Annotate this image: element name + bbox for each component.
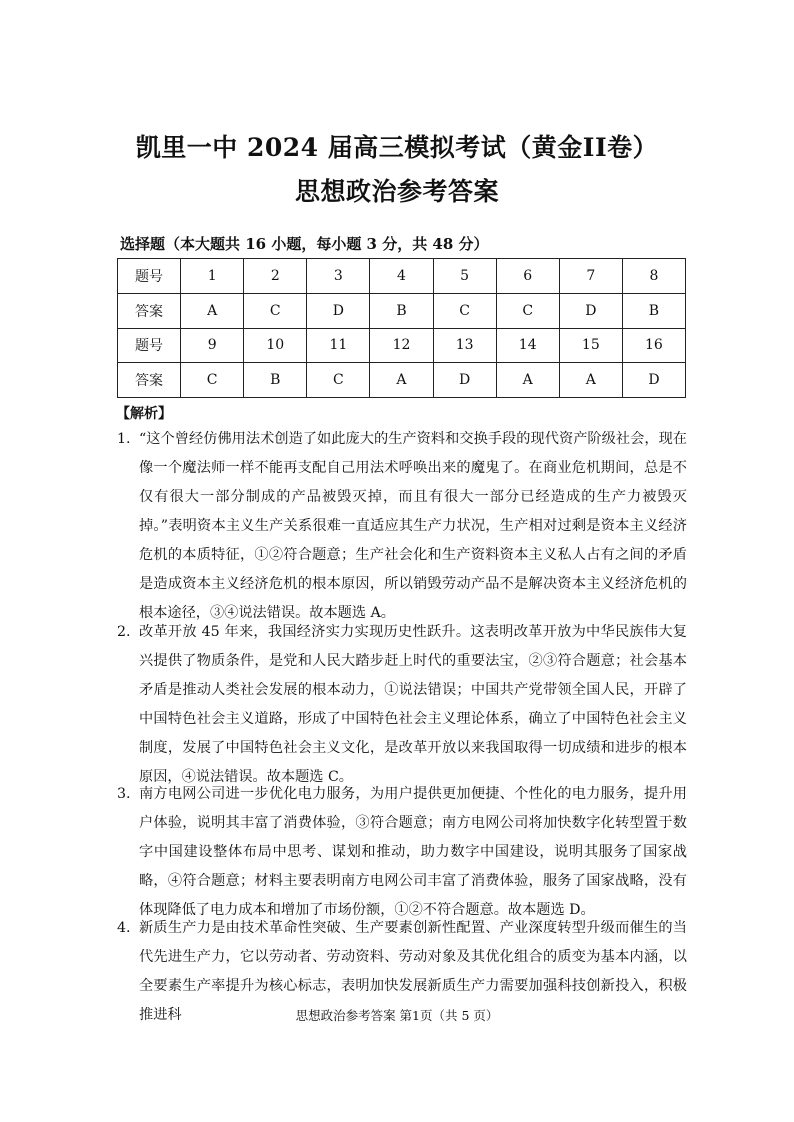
analysis-item [117, 618, 687, 792]
row-label: 答案 [118, 293, 181, 328]
table-cell: D [433, 363, 496, 398]
table-cell: 7 [559, 259, 622, 294]
item-text: 新质生产力是由技术革命性突破、生产要素创新性配置、产业深度转型升级而催生的当代先进生产力，它以劳动者、劳动资料、劳动对象及其优化组合的质变为基本内涵，以全要素生产率提升为核心标志，表明加快发展新质生产力需要加强科技创新投入，积极推进科 [139, 920, 687, 1023]
item-text: 改革开放 45 年来，我国经济实力实现历史性跃升。这表明改革开放为中华民族伟大复兴提供了物质条件，是党和人民大踏步赶上时代的重要法宝，②③符合题意；社会基本矛盾是推动人类社会发展的根本动力，①说法错误；中国共产党带领全国人民，开辟了中国特色社会主义道路，形成了中国特色社会主义理论体系，确立了中国特色社会主义制度，发展了中国特色社会主义文化，是改革开放以来我国取得一切成绩和进步的根本原因，④说法错误。故本题选 C。 [139, 624, 687, 785]
analysis-item [117, 425, 687, 628]
table-cell: 9 [181, 328, 244, 363]
table-cell: 5 [433, 259, 496, 294]
item-text: 南方电网公司进一步优化电力服务，为用户提供更加便捷、个性化的电力服务，提升用户体验，说明其丰富了消费体验，③符合题意；南方电网公司将加快数字化转型置于数字中国建设整体布局中思考、谋划和推动，助力数字中国建设，说明其服务了国家战略，④符合题意；材料主要表明南方电网公司丰富了消费体验，服务了国家战略，没有体现降低了电力成本和增加了市场份额，①②不符合题意。故本题选 D。 [139, 786, 687, 918]
table-cell: B [622, 293, 685, 328]
table-cell: B [370, 293, 433, 328]
table-cell: A [181, 293, 244, 328]
table-cell: 10 [244, 328, 307, 363]
choice-section-heading: 选择题（本大题共 16 小题，每小题 3 分，共 48 分） [120, 235, 489, 253]
table-row [118, 363, 686, 398]
table-cell: D [307, 293, 370, 328]
table-cell: C [496, 293, 559, 328]
row-label: 题号 [118, 328, 181, 363]
table-cell: C [307, 363, 370, 398]
analysis-item [117, 780, 687, 925]
table-row [118, 293, 686, 328]
table-cell: C [244, 293, 307, 328]
table-cell: C [433, 293, 496, 328]
table-cell: D [559, 293, 622, 328]
item-text: “这个曾经仿佛用法术创造了如此庞大的生产资料和交换手段的现代资产阶级社会，现在像一个魔法师一样不能再支配自己用法术呼唤出来的魔鬼了。在商业危机期间，总是不仅有很大一部分制成的产品被毁灭掉，而且有很大一部分已经造成的生产力被毁灭掉。”表明资本主义生产关系很难一直适应其生产力状况，生产相对过剩是资本主义经济危机的本质特征，①②符合题意；生产社会化和生产资料资本主义私人占有之间的矛盾是造成资本主义经济危机的根本原因，所以销毁劳动产品不是解决资本主义经济危机的根本途径，③④说法错误。故本题选 A。 [139, 431, 687, 621]
table-cell: C [181, 363, 244, 398]
table-cell: 8 [622, 259, 685, 294]
table-cell: A [496, 363, 559, 398]
table-cell: B [244, 363, 307, 398]
table-cell: 15 [559, 328, 622, 363]
exam-subtitle: 思想政治参考答案 [294, 177, 499, 206]
item-number: 4. [117, 920, 131, 936]
table-cell: 6 [496, 259, 559, 294]
table-cell: 13 [433, 328, 496, 363]
table-cell: 11 [307, 328, 370, 363]
table-cell: D [622, 363, 685, 398]
table-cell: 14 [496, 328, 559, 363]
answer-table [117, 258, 686, 398]
table-cell: 3 [307, 259, 370, 294]
item-number: 1. [117, 431, 131, 447]
table-cell: 12 [370, 328, 433, 363]
item-number: 3. [117, 786, 131, 802]
table-cell: A [370, 363, 433, 398]
item-number: 2. [117, 624, 131, 640]
analysis-heading: 【解析】 [116, 406, 172, 422]
row-label: 题号 [118, 259, 181, 294]
table-row [118, 259, 686, 294]
table-cell: 16 [622, 328, 685, 363]
table-cell: 4 [370, 259, 433, 294]
table-cell: 2 [244, 259, 307, 294]
table-row [118, 328, 686, 363]
exam-title: 凯里一中 2024 届高三模拟考试（黄金II卷） [135, 133, 659, 162]
table-cell: A [559, 363, 622, 398]
page-footer: 思想政治参考答案 第1页（共 5 页） [295, 1008, 499, 1023]
row-label: 答案 [118, 363, 181, 398]
table-cell: 1 [181, 259, 244, 294]
